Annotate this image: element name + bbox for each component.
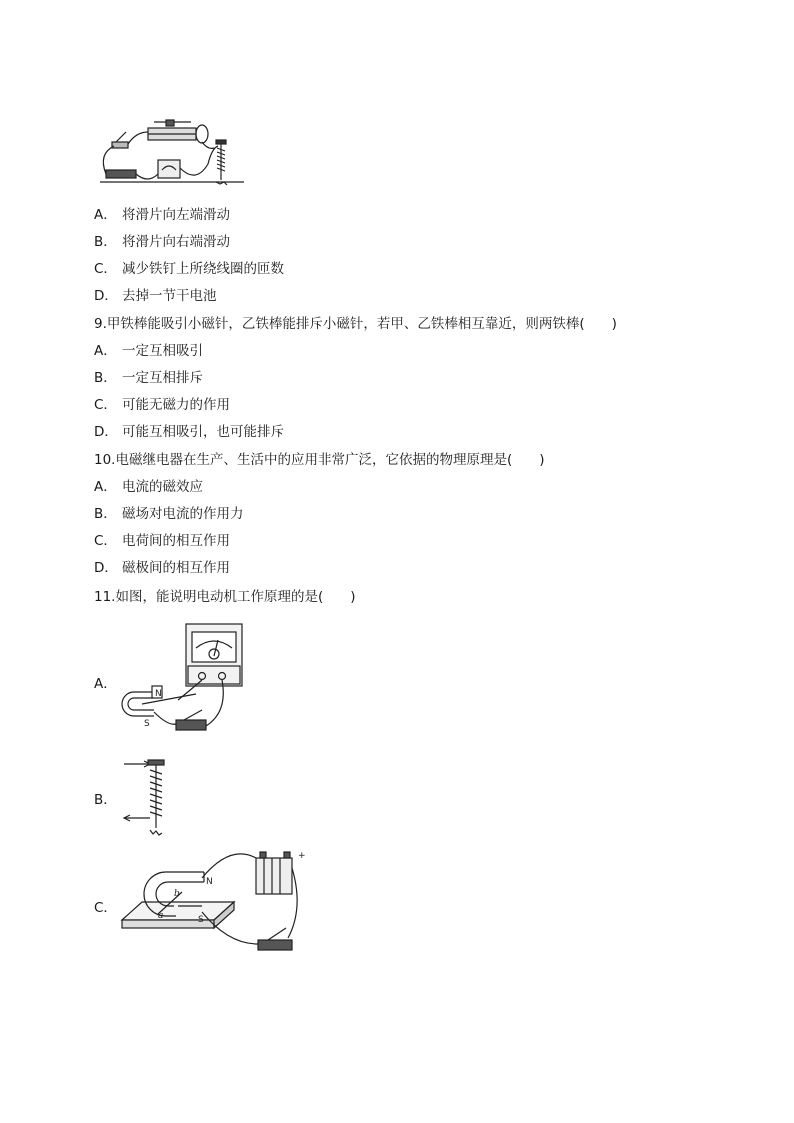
q9-stem: 9.甲铁棒能吸引小磁针，乙铁棒能排斥小磁针，若甲、乙铁棒相互靠近，则两铁棒( ) [94,316,617,332]
q9-option-b[interactable] [94,369,203,387]
q8-option-d[interactable] [94,287,217,305]
option-letter: B． [94,370,117,386]
option-letter: C． [94,533,117,549]
option-letter: A． [94,479,117,495]
magnet-south-label: S [198,915,204,925]
rod-end-a-label: a [158,911,164,921]
option-text: 磁场对电流的作用力 [122,506,244,522]
option-text: 一定互相排斥 [122,370,203,386]
q8-option-b[interactable] [94,233,230,251]
q10-option-c[interactable] [94,532,230,550]
option-letter: B． [94,506,117,522]
q11-option-a-figure [118,622,250,736]
option-letter: A． [94,343,117,359]
rod-end-b-label: b [174,889,180,899]
option-letter: B． [94,234,117,250]
option-text: 去掉一节干电池 [122,288,217,304]
q11-stem: 11.如图，能说明电动机工作原理的是( ) [94,589,356,605]
q10-option-d[interactable] [94,559,230,577]
option-text: 电流的磁效应 [122,479,203,495]
battery-plus-label: + [298,851,306,861]
magnet-north-label: N [155,689,162,699]
q10-option-b[interactable] [94,505,244,523]
option-letter: C． [94,900,117,916]
q8-option-a[interactable] [94,206,230,224]
q9-option-d[interactable] [94,423,284,441]
option-letter: C． [94,261,117,277]
motor-principle-image [118,848,308,956]
option-letter: B． [94,792,117,808]
q9-option-a[interactable] [94,342,203,360]
q11-option-a[interactable] [94,672,117,692]
q10-option-a[interactable] [94,478,203,496]
option-letter: A． [94,676,117,692]
option-text: 将滑片向右端滑动 [122,234,230,250]
magnet-north-label: N [206,877,213,887]
q11-option-b-figure [118,756,174,840]
q11-option-c[interactable] [94,896,117,916]
q8-option-c[interactable] [94,260,284,278]
option-text: 将滑片向左端滑动 [122,207,230,223]
option-text: 减少铁钉上所绕线圈的匝数 [122,261,284,277]
magnet-south-label: S [144,719,150,729]
option-letter: C． [94,397,117,413]
option-letter: D． [94,560,118,576]
option-text: 可能无磁力的作用 [122,397,230,413]
option-letter: A． [94,207,117,223]
nail-coil-image [118,756,174,840]
q9-option-c[interactable] [94,396,230,414]
q8-figure [96,118,246,196]
galvanometer-circuit-image [118,622,250,736]
option-text: 可能互相吸引，也可能排斥 [122,424,284,440]
option-text: 电荷间的相互作用 [122,533,230,549]
q11-option-c-figure [118,848,308,956]
q11-option-b[interactable] [94,788,117,808]
option-letter: D． [94,288,118,304]
option-letter: D． [94,424,118,440]
electromagnet-circuit-image [96,118,246,196]
option-text: 一定互相吸引 [122,343,203,359]
option-text: 磁极间的相互作用 [122,560,230,576]
q10-stem: 10.电磁继电器在生产、生活中的应用非常广泛，它依据的物理原理是( ) [94,452,545,468]
